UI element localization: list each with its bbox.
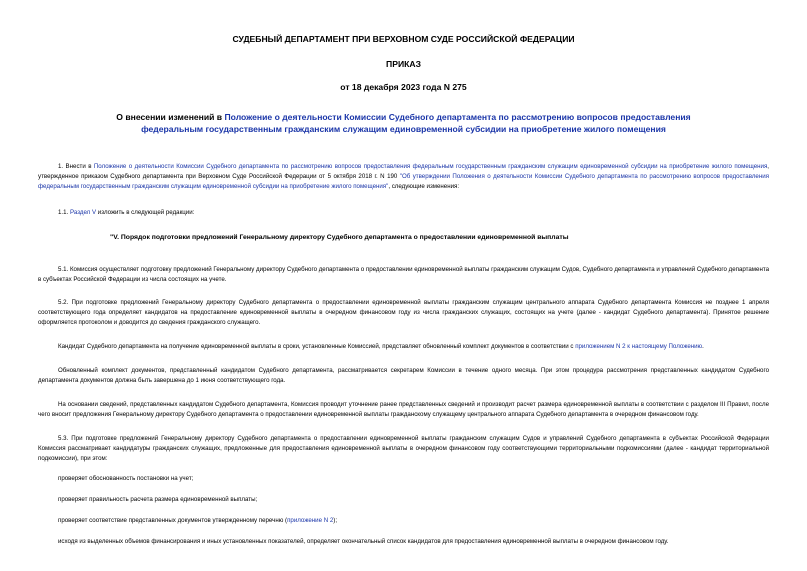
paragraph-5-3: 5.3. При подготовке предложений Генеральному директору Судебного департамента о предоставлении единовременной выплаты гражданским служащим Судов и управлений Судебного департамента в субъектах Российской Федерации Комиссия рассматривает кандидатуры гражданских служащих, предложенные для предоставления единовременной выплаты в очередном финансовом году соответствующими территориальными подкомиссиями (далее - кандидат территориальной подкомиссии), при этом:	[38, 435, 769, 462]
order-link[interactable]: "Об утверждении Положения о деятельности Комиссии Судебного департамента по рассмотрению вопросов предоставления федеральным государственным гражданским служащим единовременной субсидии на приобретение жилого помещения"	[38, 173, 769, 190]
paragraph-updated-documents: Обновленный комплект документов, представленный кандидатом Судебного департамента, рассматривается секретарем Комиссии в течение одного месяца. При этом процедура рассмотрения представленных кандидатом Судебного департамента документов должна быть завершена до 1 июня соответствующего года.	[38, 367, 769, 384]
paragraph-5-2: 5.2. При подготовке предложений Генеральному директору Судебного департамента о предоставлении единовременной выплаты гражданским служащим центрального аппарата Судебного департамента Комиссия не позднее 1 апреля соответствующего года определяет кандидатов на предоставление единовременной выплаты в очередном финансовом году из числа гражданских служащих, состоящих на учете (далее - кандидат Судебного департамента). Принятое решение оформляется протоколом и доводится до сведения гражданского служащего.	[38, 299, 769, 326]
paragraph-1-middle: , утвержденное приказом Судебного департамента при Верховном Суде Российской Федерации от 5 октября 2018 г. N 190	[38, 163, 770, 180]
document-type-heading: ПРИКАЗ	[386, 59, 421, 69]
section-v-heading: "V. Порядок подготовки предложений Генеральному директору Судебного департамента о предоставлении единовременной выплаты	[110, 234, 569, 241]
list-item: проверяет обоснованность постановки на учет;	[58, 475, 194, 482]
paragraph-1-suffix: , следующие изменения:	[388, 183, 460, 190]
paragraph-1-1-prefix: 1.1.	[58, 209, 70, 216]
paragraph-candidate-documents	[38, 342, 769, 352]
list-item: проверяет правильность расчета размера единовременной выплаты;	[58, 496, 258, 503]
list-item: исходя из выделенных объемов финансирования и иных установленных показателей, определяет окончательный список кандидатов для предоставления единовременной выплаты в очередном финансовом году.	[58, 538, 669, 545]
paragraph-candidate-text: Кандидат Судебного департамента на получение единовременной выплаты в сроки, установленные Комиссией, представляет обновленный комплект документов в соответствии с	[58, 343, 576, 350]
list-item-prefix: проверяет соответствие представленных документов утвержденному перечню (	[58, 517, 288, 524]
list-item	[38, 516, 769, 526]
date-number-heading: от 18 декабря 2023 года N 275	[340, 82, 467, 92]
list-item-suffix: );	[333, 517, 338, 524]
regulation-link[interactable]: Положение о деятельности Комиссии Судебного департамента по рассмотрению вопросов предоставления федеральным государственным гражданским служащим единовременной субсидии на приобретение жилого помещения	[93, 163, 768, 170]
paragraph-1-prefix: 1. Внести в	[58, 163, 94, 170]
paragraph-5-1: 5.1. Комиссия осуществляет подготовку предложений Генеральному директору Судебного департамента о предоставлении единовременной выплаты гражданским служащим Судов, Судебного департамента и управлений Судебного департамента в субъектах Российской Федерации из числа состоящих на учете.	[38, 266, 769, 283]
document-title	[88, 112, 719, 135]
paragraph-1	[38, 162, 769, 192]
appendix-2-link[interactable]: приложением N 2 к настоящему Положению	[575, 343, 703, 350]
appendix-2-short-link[interactable]: приложение N 2	[287, 517, 334, 524]
section-v-link[interactable]: Раздел V	[69, 209, 97, 216]
paragraph-1-1-suffix: изложить в следующей редакции:	[96, 209, 195, 216]
title-regulation-link[interactable]: Положение о деятельности Комиссии Судебного департамента по рассмотрению вопросов предоставления федеральным государственным гражданским служащим единовременной субсидии на приобретение жилого помещения	[141, 112, 691, 134]
title-prefix: О внесении изменений в	[116, 112, 225, 122]
paragraph-calculation: На основании сведений, представленных кандидатом Судебного департамента, Комиссия проводит уточнение ранее представленных сведений и производит расчет размера единовременной выплаты в соответствии с разделом III Правил, после чего вносит предложения Генеральному директору Судебного департамента о предоставлении единовременной выплаты гражданскому служащему центрального аппарата Судебного департамента в очередном финансовом году.	[38, 401, 769, 418]
paragraph-1-1	[38, 208, 769, 218]
organization-heading: СУДЕБНЫЙ ДЕПАРТАМЕНТ ПРИ ВЕРХОВНОМ СУДЕ РОССИЙСКОЙ ФЕДЕРАЦИИ	[232, 34, 575, 44]
paragraph-candidate-suffix: .	[702, 343, 704, 350]
